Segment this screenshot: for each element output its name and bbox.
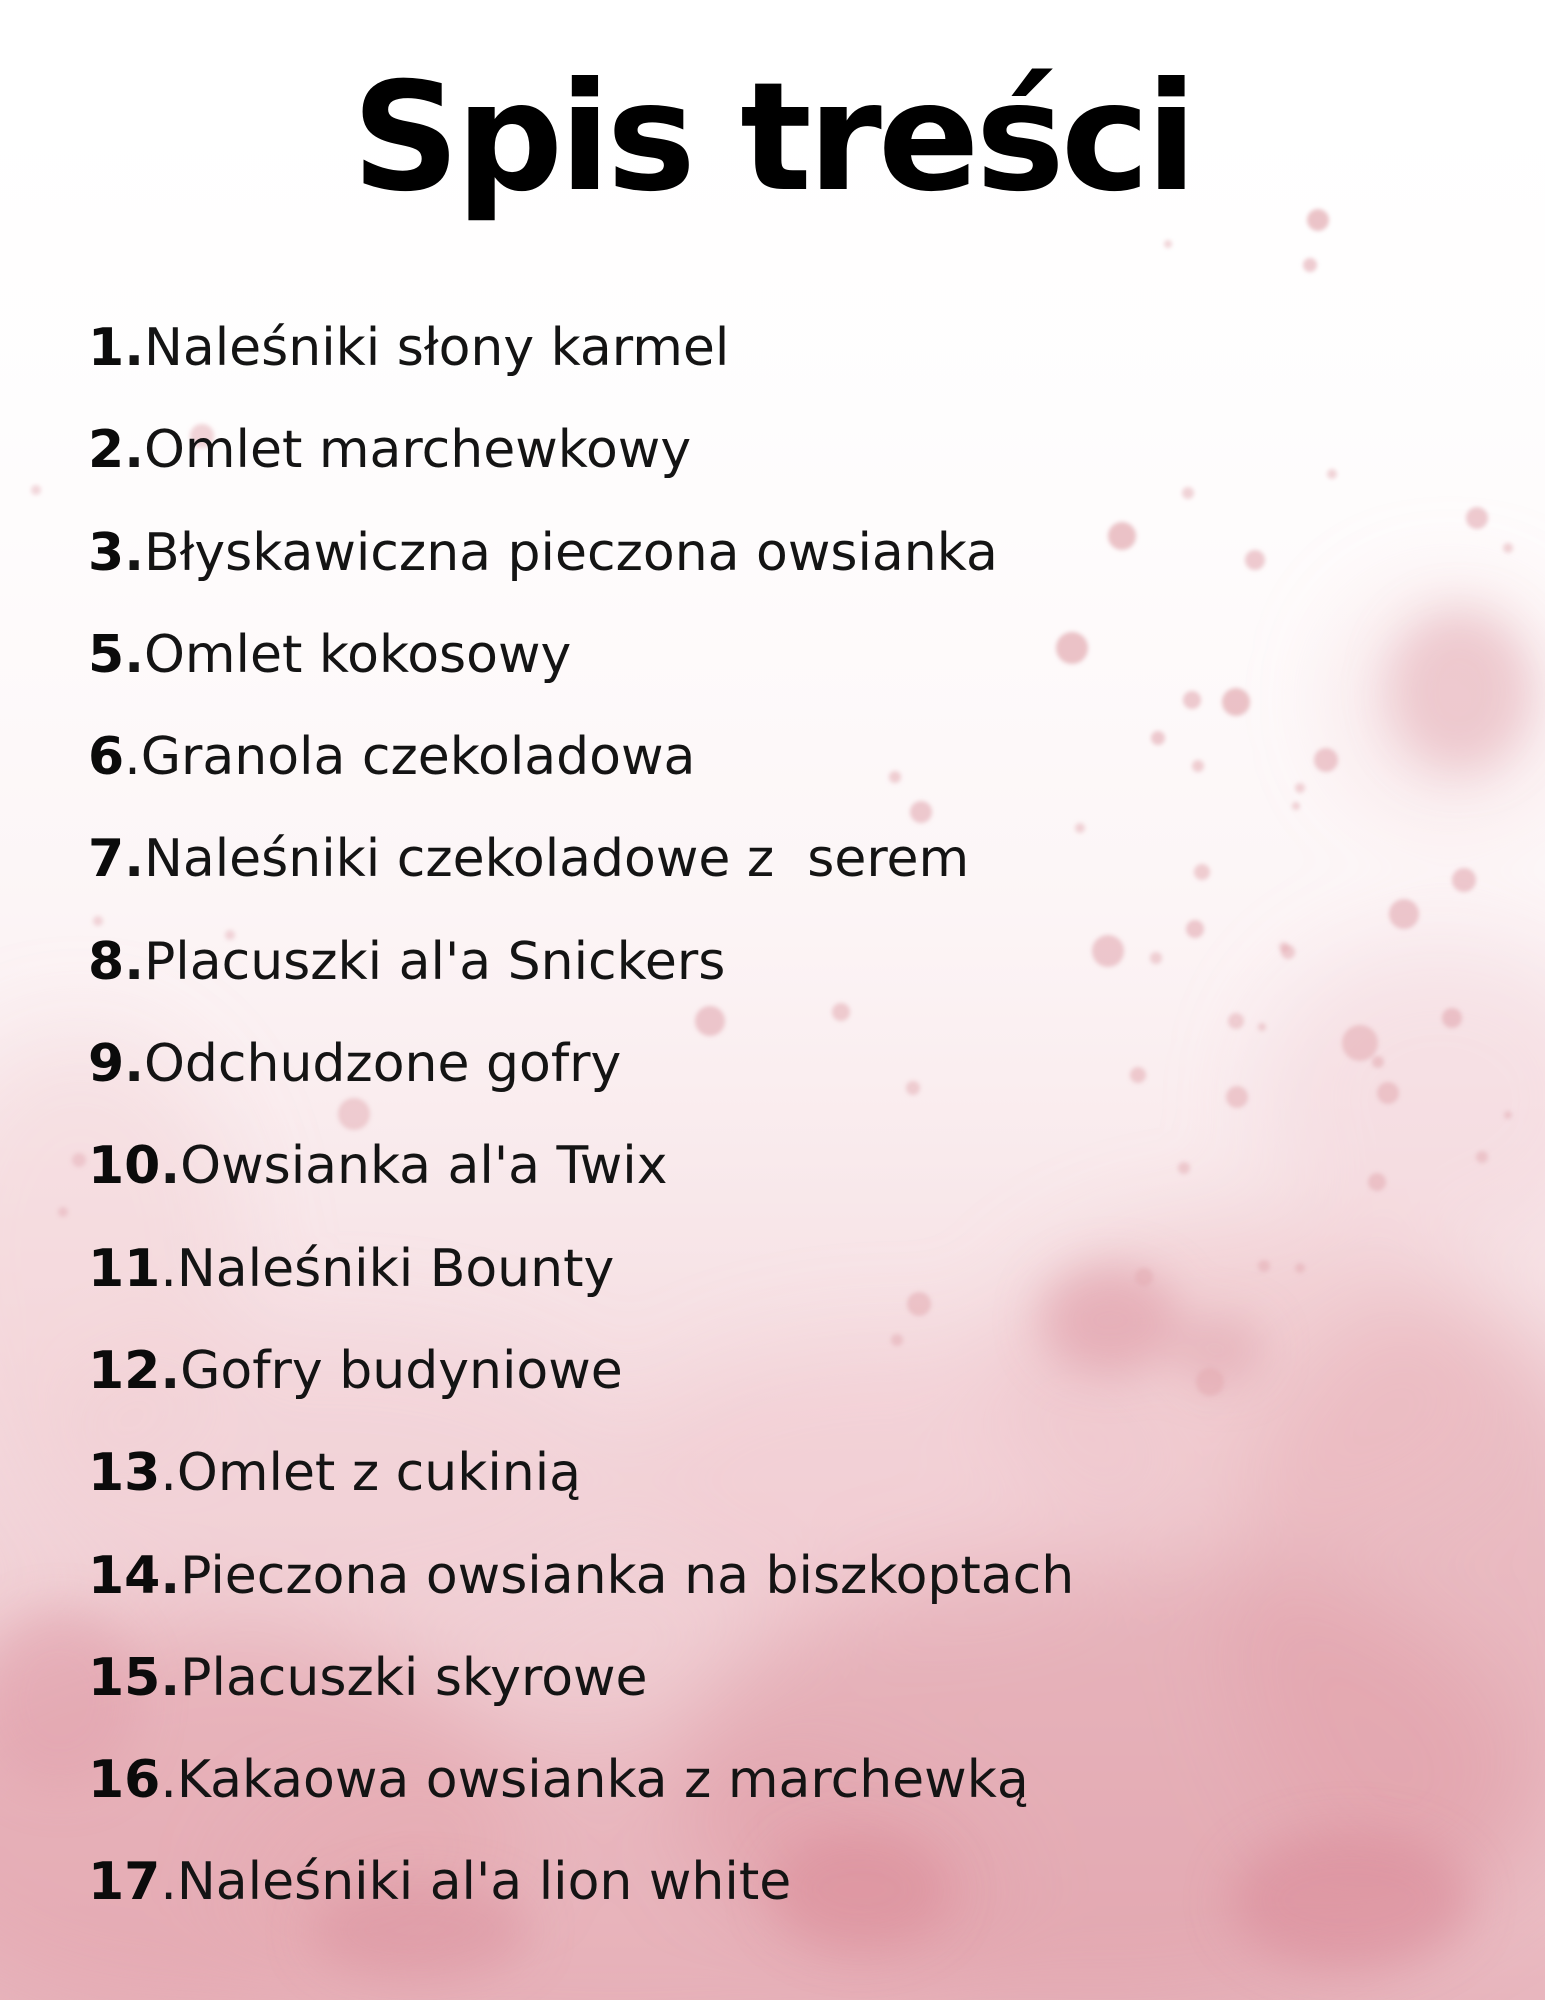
toc-item-label: Naleśniki czekoladowe z serem xyxy=(143,829,970,890)
toc-item-number: 5 xyxy=(88,624,125,685)
toc-item-separator: . xyxy=(124,318,144,378)
toc-item-number: 9 xyxy=(88,1034,125,1095)
toc-item-separator: . xyxy=(124,829,144,890)
page-title: Spis treści xyxy=(351,51,1194,225)
toc-item-separator: . xyxy=(124,931,144,992)
toc-item-label: Odchudzone gofry xyxy=(143,1034,622,1095)
toc-item-number: 16 xyxy=(88,1750,161,1811)
toc-item-label: Placuszki al'a Snickers xyxy=(143,931,726,992)
toc-item-number: 12 xyxy=(88,1340,161,1401)
toc-item-number: 6 xyxy=(88,727,125,788)
toc-item-label: Owsianka al'a Twix xyxy=(180,1136,668,1197)
toc-item xyxy=(88,1847,1388,1949)
toc-item-label: Naleśniki słony karmel xyxy=(143,318,730,378)
toc-item-separator: . xyxy=(160,1136,181,1197)
table-of-contents xyxy=(88,313,1388,1950)
toc-item xyxy=(88,313,1388,415)
toc-item-number: 1 xyxy=(88,318,125,378)
toc-item xyxy=(88,1336,1388,1438)
toc-item xyxy=(88,620,1388,722)
toc-item-label: Omlet marchewkowy xyxy=(143,420,692,481)
toc-item-separator: . xyxy=(124,727,141,788)
toc-item-label: Gofry budyniowe xyxy=(180,1340,623,1401)
toc-item-separator: . xyxy=(160,1852,177,1913)
toc-item-separator: . xyxy=(124,1034,144,1095)
toc-item-number: 17 xyxy=(88,1852,161,1913)
toc-item-number: 10 xyxy=(88,1136,161,1197)
toc-item-label: Granola czekoladowa xyxy=(140,727,696,788)
toc-item-separator: . xyxy=(124,624,144,685)
toc-item-number: 3 xyxy=(88,522,125,583)
toc-item-label: Naleśniki al'a lion white xyxy=(176,1852,792,1913)
toc-item-separator: . xyxy=(160,1545,181,1606)
toc-item xyxy=(88,1541,1388,1643)
toc-item xyxy=(88,1438,1388,1540)
toc-item xyxy=(88,518,1388,620)
toc-item-number: 11 xyxy=(88,1238,161,1299)
toc-item-label: Błyskawiczna pieczona owsianka xyxy=(143,522,998,583)
toc-item-number: 8 xyxy=(88,931,125,992)
toc-item xyxy=(88,1745,1388,1847)
toc-item xyxy=(88,415,1388,517)
toc-item xyxy=(88,824,1388,926)
toc-item xyxy=(88,1234,1388,1336)
toc-item xyxy=(88,1643,1388,1745)
toc-item-separator: . xyxy=(124,420,144,481)
toc-item-label: Naleśniki Bounty xyxy=(176,1238,615,1299)
toc-item-number: 15 xyxy=(88,1647,161,1708)
toc-item-number: 2 xyxy=(88,420,125,481)
toc-item-number: 14 xyxy=(88,1545,161,1606)
toc-item xyxy=(88,927,1388,1029)
toc-item-separator: . xyxy=(124,522,144,583)
toc-item-label: Omlet kokosowy xyxy=(143,624,572,685)
toc-item-separator: . xyxy=(160,1443,177,1504)
toc-item-separator: . xyxy=(160,1340,181,1401)
toc-item-label: Placuszki skyrowe xyxy=(180,1647,648,1708)
toc-item-separator: . xyxy=(160,1750,177,1811)
toc-item-separator: . xyxy=(160,1238,177,1299)
toc-item-label: Omlet z cukinią xyxy=(176,1443,582,1504)
toc-item xyxy=(88,1029,1388,1131)
toc-item-label: Pieczona owsianka na biszkoptach xyxy=(180,1545,1075,1606)
toc-item-number: 13 xyxy=(88,1443,161,1504)
toc-item xyxy=(88,722,1388,824)
toc-item-label: Kakaowa owsianka z marchewką xyxy=(176,1750,1029,1811)
toc-item-separator: . xyxy=(160,1647,181,1708)
toc-item xyxy=(88,1131,1388,1233)
toc-item-number: 7 xyxy=(88,829,125,890)
